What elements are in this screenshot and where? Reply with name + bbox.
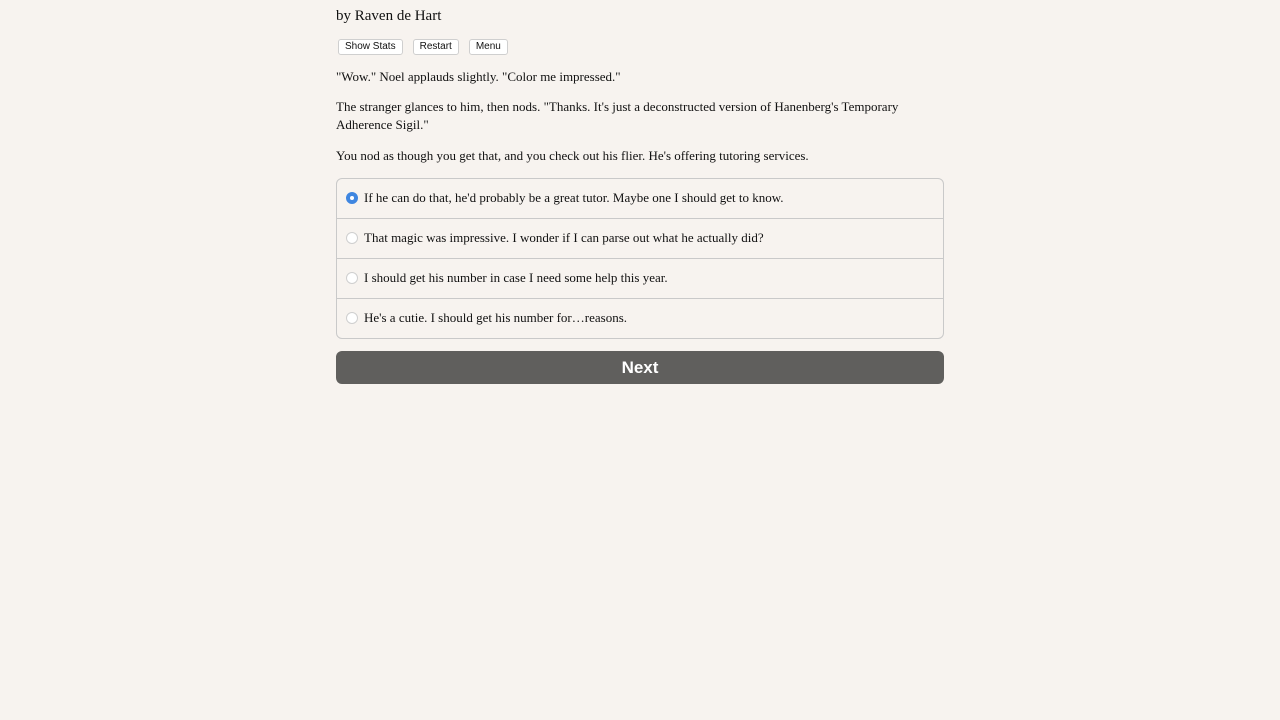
restart-button[interactable]: Restart — [413, 39, 459, 55]
menu-button[interactable]: Menu — [469, 39, 508, 55]
choice-option-1[interactable] — [337, 179, 943, 219]
toolbar — [338, 39, 508, 55]
radio-button-selected[interactable] — [346, 192, 358, 204]
author-byline: by Raven de Hart — [336, 8, 442, 24]
choice-option-4[interactable] — [337, 299, 943, 339]
next-button[interactable]: Next — [336, 351, 944, 384]
choice-option-2[interactable] — [337, 219, 943, 259]
choice-option-3[interactable] — [337, 259, 943, 299]
choice-label: I should get his number in case I need some help this year. — [364, 270, 668, 285]
choice-label: That magic was impressive. I wonder if I can parse out what he actually did? — [364, 230, 764, 245]
radio-button[interactable] — [346, 232, 358, 244]
choice-label: If he can do that, he'd probably be a great tutor. Maybe one I should get to know. — [364, 190, 784, 205]
choice-label: He's a cutie. I should get his number for…reasons. — [364, 310, 628, 325]
radio-button[interactable] — [346, 312, 358, 324]
show-stats-button[interactable]: Show Stats — [338, 39, 403, 55]
story-paragraph: "Wow." Noel applauds slightly. "Color me impressed." — [336, 69, 621, 84]
radio-button[interactable] — [346, 272, 358, 284]
story-paragraph: The stranger glances to him, then nods. "Thanks. It's just a deconstructed version of Hanenberg's Temporary Adherence Sigil." — [336, 99, 899, 132]
story-paragraph: You nod as though you get that, and you check out his flier. He's offering tutoring services. — [336, 148, 809, 163]
choice-list — [336, 178, 944, 339]
